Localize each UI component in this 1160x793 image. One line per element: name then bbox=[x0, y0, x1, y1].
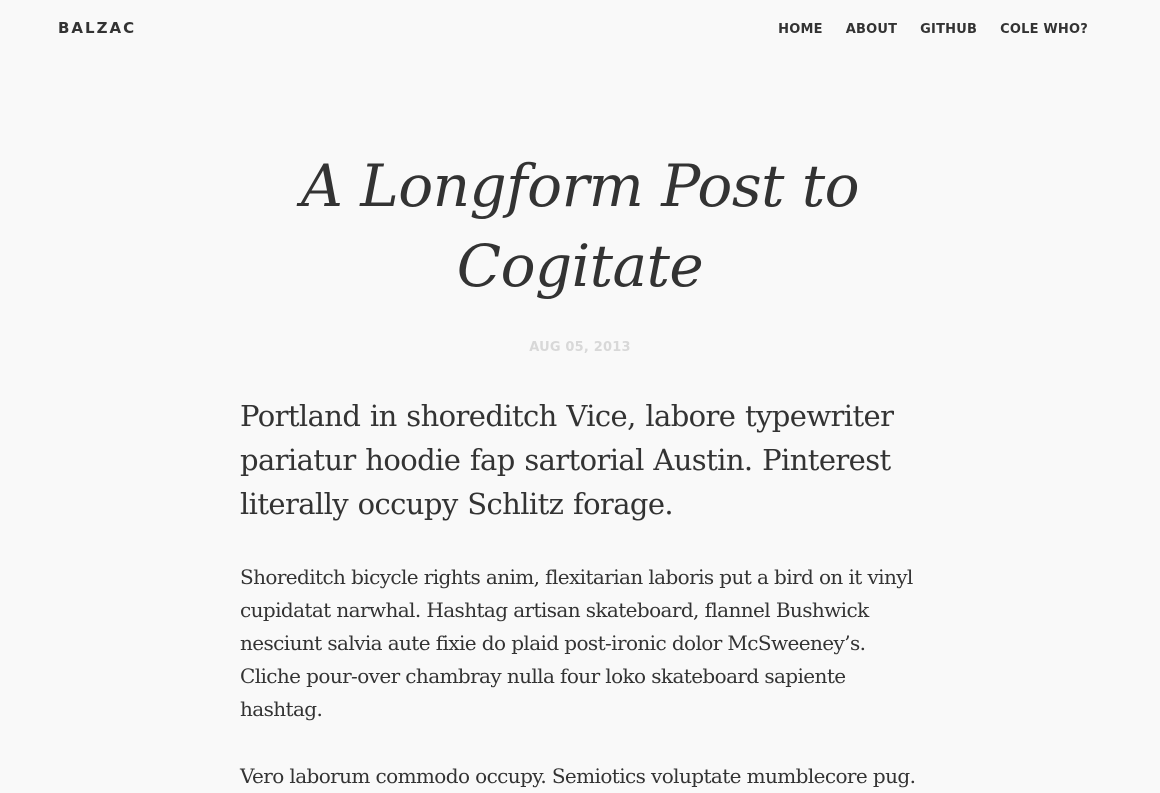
site-header bbox=[0, 0, 1160, 60]
nav-link-home[interactable]: HOME bbox=[778, 22, 823, 37]
post-lead-paragraph: Portland in shoreditch Vice, labore typewriter pariatur hoodie fap sartorial Austin. Pinterest literally occupy Schlitz forage. bbox=[240, 399, 894, 521]
nav-link-about[interactable]: ABOUT bbox=[845, 22, 898, 37]
main-nav bbox=[778, 22, 1088, 37]
nav-link-github[interactable]: GITHUB bbox=[920, 22, 978, 37]
post-title: A Longform Post to Cogitate bbox=[300, 152, 860, 300]
site-logo-link[interactable]: BALZAC bbox=[58, 19, 137, 37]
post-paragraph: Vero laborum commodo occupy. Semiotics voluptate mumblecore pug. bbox=[240, 764, 916, 788]
nav-link-cole-who[interactable]: COLE WHO? bbox=[1000, 22, 1088, 37]
post-paragraph: Shoreditch bicycle rights anim, flexitarian laboris put a bird on it vinyl cupidatat narwhal. Hashtag artisan skateboard, flannel Bushwick nesciunt salvia aute fixie do plaid post-ironic dolor McSweeney’s. Cliche pour-over chambray nulla four loko skateboard sapiente hashtag. bbox=[240, 565, 913, 721]
post-date: AUG 05, 2013 bbox=[529, 340, 631, 355]
